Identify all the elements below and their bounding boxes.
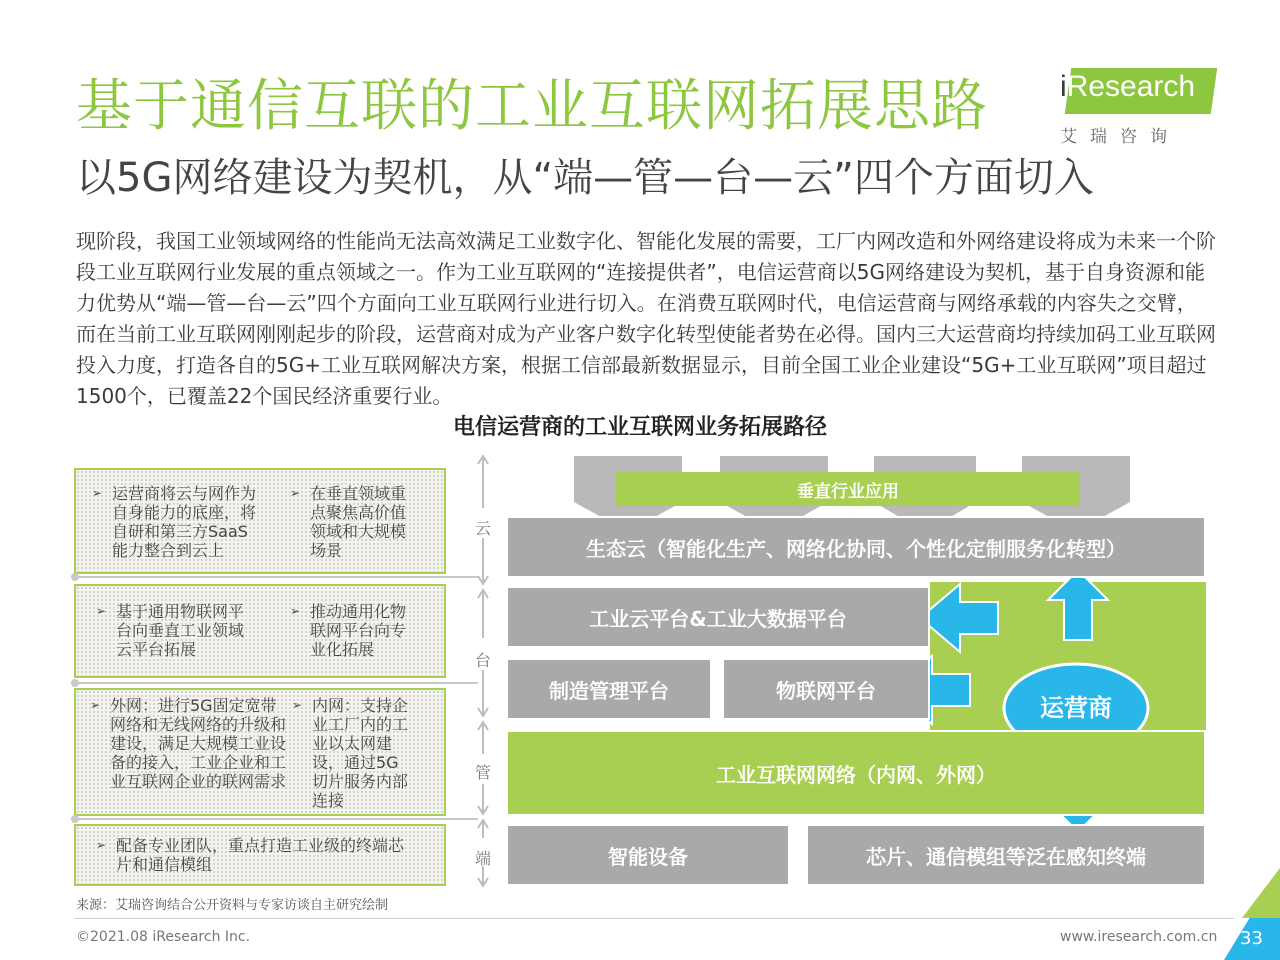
divider xyxy=(74,682,478,684)
vertical-apps-bar: 垂直行业应用 xyxy=(616,472,1080,506)
intro-paragraph: 现阶段，我国工业领域网络的性能尚无法高效满足工业数字化、智能化发展的需要，工厂内网改造和外网络建设将成为未来一个阶段工业互联网行业发展的重点领域之一。作为工业互联网的“连接提供者”，电信运营商以5G网络建设为契机，基于自身资源和能力优势从“端—管—台—云”四个方面向工业互联网行业进行切入。在消费互联网时代，电信运营商与网络承载的内容失之交臂，而在当前工业互联网刚刚起步的阶段，运营商对成为产业客户数字化转型使能者势在必得。国内三大运营商均持续加码工业互联网投入力度，打造各自的5G+工业互联网解决方案，根据工信部最新数据显示，目前全国工业企业建设“5G+工业互联网”项目超过1500个，已覆盖22个国民经济重要行业。 xyxy=(76,229,1216,408)
logo-word: Research xyxy=(1066,70,1196,103)
website: www.iresearch.com.cn xyxy=(1060,929,1218,945)
copyright: ©2021.08 iResearch Inc. xyxy=(76,929,251,945)
eco-cloud-box: 生态云（智能化生产、网络化协同、个性化定制服务化转型） xyxy=(506,516,1206,578)
divider-dot xyxy=(71,573,79,581)
pipe-notes-box xyxy=(74,688,446,816)
iot-platform-box: 物联网平台 xyxy=(722,658,930,720)
note-item: ➢ 配备专业团队，重点打造工业级的终端芯片和通信模组 xyxy=(96,836,405,874)
diagram-title: 电信运营商的工业互联网业务拓展路径 xyxy=(452,415,827,440)
logo-chinese: 艾瑞咨询 xyxy=(1060,127,1180,147)
note-item: ➢ 运营商将云与网作为自身能力的底座，将自研和第三方SaaS能力整合到云上 xyxy=(92,484,257,560)
operator-label: 运营商 xyxy=(1040,694,1112,722)
divider-dot xyxy=(71,679,79,687)
bullet-arrow-icon: ➢ xyxy=(96,838,107,852)
level-label-cloud: 云 xyxy=(475,519,492,538)
iresearch-logo xyxy=(1056,64,1216,154)
platform-notes-box xyxy=(74,584,446,678)
cloud-platform-box: 工业云平台&工业大数据平台 xyxy=(506,586,930,648)
level-label-pipe: 管 xyxy=(475,763,492,782)
page-title: 基于通信互联的工业互联网拓展思路 xyxy=(76,74,988,139)
network-box: 工业互联网网络（内网、外网） xyxy=(506,730,1206,816)
footer-divider xyxy=(74,918,1234,919)
note-item: ➢ 外网：进行5G固定宽带网络和无线网络的升级和建设，满足大规模工业设备的接入，工业企业和工业互联网企业的联网需求 xyxy=(90,696,287,791)
page-number: 33 xyxy=(1240,928,1263,949)
bullet-arrow-icon: ➢ xyxy=(96,604,107,618)
note-item: ➢ 在垂直领域重点聚焦高价值领域和大规模场景 xyxy=(290,484,407,560)
logo-i: i xyxy=(1060,70,1067,103)
level-label-platform: 台 xyxy=(475,651,492,670)
note-item: ➢ 推动通用化物联网平台向专业化拓展 xyxy=(290,602,407,659)
terminal-notes-box xyxy=(74,824,446,886)
bullet-arrow-icon: ➢ xyxy=(290,604,301,618)
bullet-arrow-icon: ➢ xyxy=(292,698,303,712)
divider-dot xyxy=(71,815,79,823)
level-label-terminal: 端 xyxy=(475,849,492,868)
bullet-arrow-icon: ➢ xyxy=(290,486,301,500)
note-item: ➢ 基于通用物联网平台向垂直工业领域云平台拓展 xyxy=(96,602,245,659)
bullet-arrow-icon: ➢ xyxy=(90,698,101,712)
page-subtitle: 以5G网络建设为契机，从“端—管—台—云”四个方面切入 xyxy=(76,155,1094,201)
source-note: 来源：艾瑞咨询结合公开资料与专家访谈自主研究绘制 xyxy=(76,898,389,913)
divider xyxy=(74,576,478,578)
divider xyxy=(74,818,478,820)
smart-devices-box: 智能设备 xyxy=(506,824,790,886)
note-item: ➢ 内网：支持企业工厂内的工业以太网建设，通过5G切片服务内部连接 xyxy=(292,696,409,810)
bullet-arrow-icon: ➢ xyxy=(92,486,103,500)
chips-box: 芯片、通信模组等泛在感知终端 xyxy=(806,824,1206,886)
cloud-notes-box xyxy=(74,468,446,574)
mfg-platform-box: 制造管理平台 xyxy=(506,658,712,720)
